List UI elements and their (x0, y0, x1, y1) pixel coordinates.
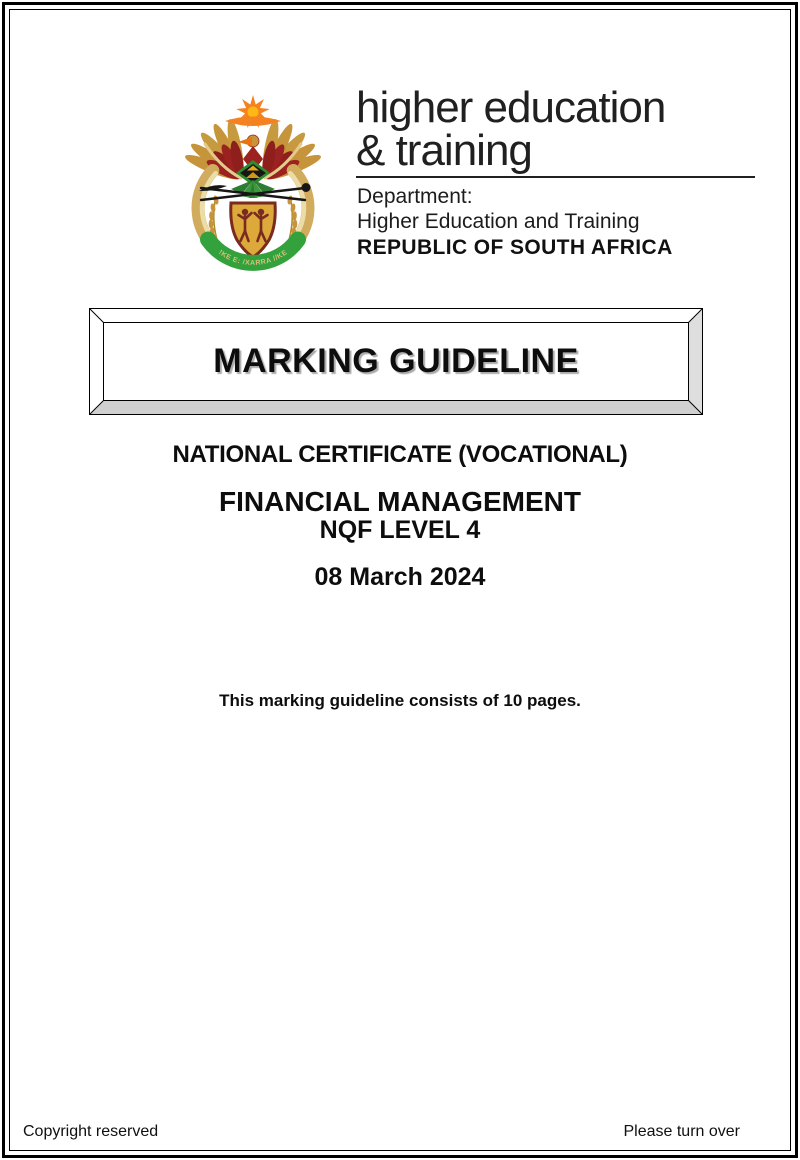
page-count-note: This marking guideline consists of 10 pages. (219, 691, 581, 710)
coat-of-arms-icon (169, 90, 335, 278)
document-title: MARKING GUIDELINE (213, 342, 579, 380)
department-label: Department: (357, 185, 473, 208)
certificate-line: NATIONAL CERTIFICATE (VOCATIONAL) (172, 441, 628, 468)
country-name: REPUBLIC OF SOUTH AFRICA (357, 236, 673, 259)
wordmark-line2: & training (356, 126, 532, 175)
footer-copyright: Copyright reserved (23, 1123, 159, 1140)
dept-wordmark (356, 83, 666, 175)
title-box (89, 308, 703, 415)
subject-title: FINANCIAL MANAGEMENT (219, 486, 581, 517)
nqf-level: NQF LEVEL 4 (319, 516, 481, 544)
footer (23, 1123, 740, 1141)
department-name: Higher Education and Training (357, 210, 640, 233)
header-divider (356, 176, 755, 178)
exam-date: 08 March 2024 (314, 563, 486, 591)
wordmark-line1: higher education (356, 83, 666, 132)
emblem-motto: !KE E: /XARRA //KE (217, 249, 289, 267)
footer-turn-over: Please turn over (623, 1123, 740, 1140)
